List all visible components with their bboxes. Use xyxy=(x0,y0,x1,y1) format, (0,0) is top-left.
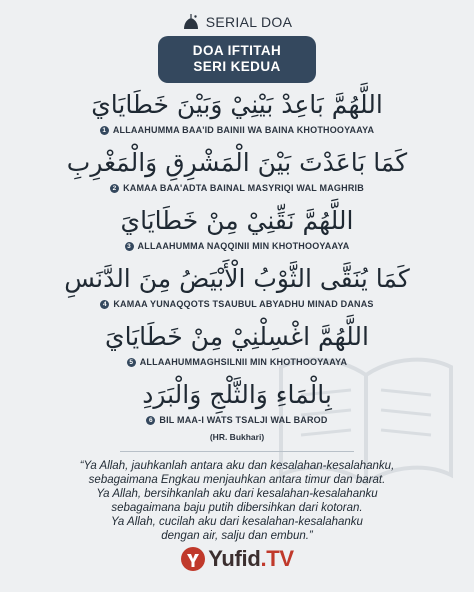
translation-line: Ya Allah, cucilah aku dari kesalahan-kesalahanku xyxy=(111,516,363,528)
verse-item xyxy=(0,320,474,370)
translation-line: dengan air, salju dan embun.” xyxy=(161,530,313,542)
verse-number-badge: 5 xyxy=(127,358,136,367)
logo-suffix: .TV xyxy=(260,546,294,571)
logo-name: Yufid xyxy=(208,546,261,571)
verse-number-badge: 6 xyxy=(146,416,155,425)
verse-item xyxy=(0,146,474,196)
arabic-text: كَمَا بَاعَدْتَ بَيْنَ الْمَشْرِقِ وَالْمَغْرِبِ xyxy=(66,148,408,177)
translation-block xyxy=(20,459,454,543)
transliteration-text: ALLAAHUMMA BAA'ID BAINII WA BAINA KHOTHOOYAAYA xyxy=(112,125,375,135)
transliteration-row xyxy=(0,238,474,254)
translation-line: sebagaimana baju putih dibersihkan dari kotoran. xyxy=(111,502,363,514)
verse-list xyxy=(0,88,474,436)
logo-text xyxy=(208,546,294,572)
title-line-1: DOA IFTITAH xyxy=(192,43,282,58)
verse-number-badge: 3 xyxy=(125,242,134,251)
arabic-text: كَمَا يُنَقَّى الثَّوْبُ الْأَبْيَضُ مِنَ الدَّنَسِ xyxy=(64,264,410,293)
translation-line: Ya Allah, bersihkanlah aku dari kesalahan-kesalahanku xyxy=(96,488,378,500)
arabic-text: اللَّهُمَّ اغْسِلْنِيْ مِنْ خَطَايَايَ xyxy=(105,322,369,351)
arabic-text: اللَّهُمَّ بَاعِدْ بَيْنِيْ وَبَيْنَ خَطَايَايَ xyxy=(91,90,383,119)
transliteration-row xyxy=(0,354,474,370)
hadith-source: (HR. Bukhari) xyxy=(209,432,265,442)
title-line-2: SERI KEDUA xyxy=(193,59,281,74)
transliteration-text: KAMAA YUNAQQOTS TSAUBUL ABYADHU MINAD DANAS xyxy=(113,299,374,309)
transliteration-text: BIL MAA-I WATS TSALJI WAL BAROD xyxy=(159,415,328,425)
verse-number-badge: 2 xyxy=(110,184,119,193)
translation-line: sebagaimana Engkau menjauhkan antara timur dan barat. xyxy=(88,474,386,486)
verse-item xyxy=(0,88,474,138)
transliteration-text: ALLAAHUMMA NAQQINII MIN KHOTHOOYAAYA xyxy=(137,241,350,251)
transliteration-row xyxy=(0,180,474,196)
transliteration-row xyxy=(0,296,474,312)
title-box xyxy=(158,36,316,83)
arabic-text: بِالْمَاءِ وَالثَّلْجِ وَالْبَرَدِ xyxy=(142,380,332,409)
verse-item xyxy=(0,262,474,312)
transliteration-row xyxy=(0,122,474,138)
verse-number-badge: 1 xyxy=(100,126,109,135)
transliteration-row xyxy=(0,412,474,428)
divider xyxy=(120,451,354,452)
translation-line: “Ya Allah, jauhkanlah antara aku dan kesalahan-kesalahanku, xyxy=(79,460,395,472)
brand-logo xyxy=(0,546,474,572)
verse-item xyxy=(0,378,474,428)
mosque-dome-icon xyxy=(182,14,200,30)
yufid-logo-icon xyxy=(180,546,206,572)
arabic-text: اللَّهُمَّ نَقِّنِيْ مِنْ خَطَايَايَ xyxy=(120,206,354,235)
transliteration-text: ALLAAHUMMAGHSILNII MIN KHOTHOOYAAYA xyxy=(139,357,348,367)
verse-number-badge: 4 xyxy=(100,300,109,309)
series-label: SERIAL DOA xyxy=(205,14,293,30)
verse-item xyxy=(0,204,474,254)
series-label-row xyxy=(0,14,474,30)
transliteration-text: KAMAA BAA'ADTA BAINAL MASYRIQI WAL MAGHRIB xyxy=(123,183,364,193)
header xyxy=(0,14,474,83)
